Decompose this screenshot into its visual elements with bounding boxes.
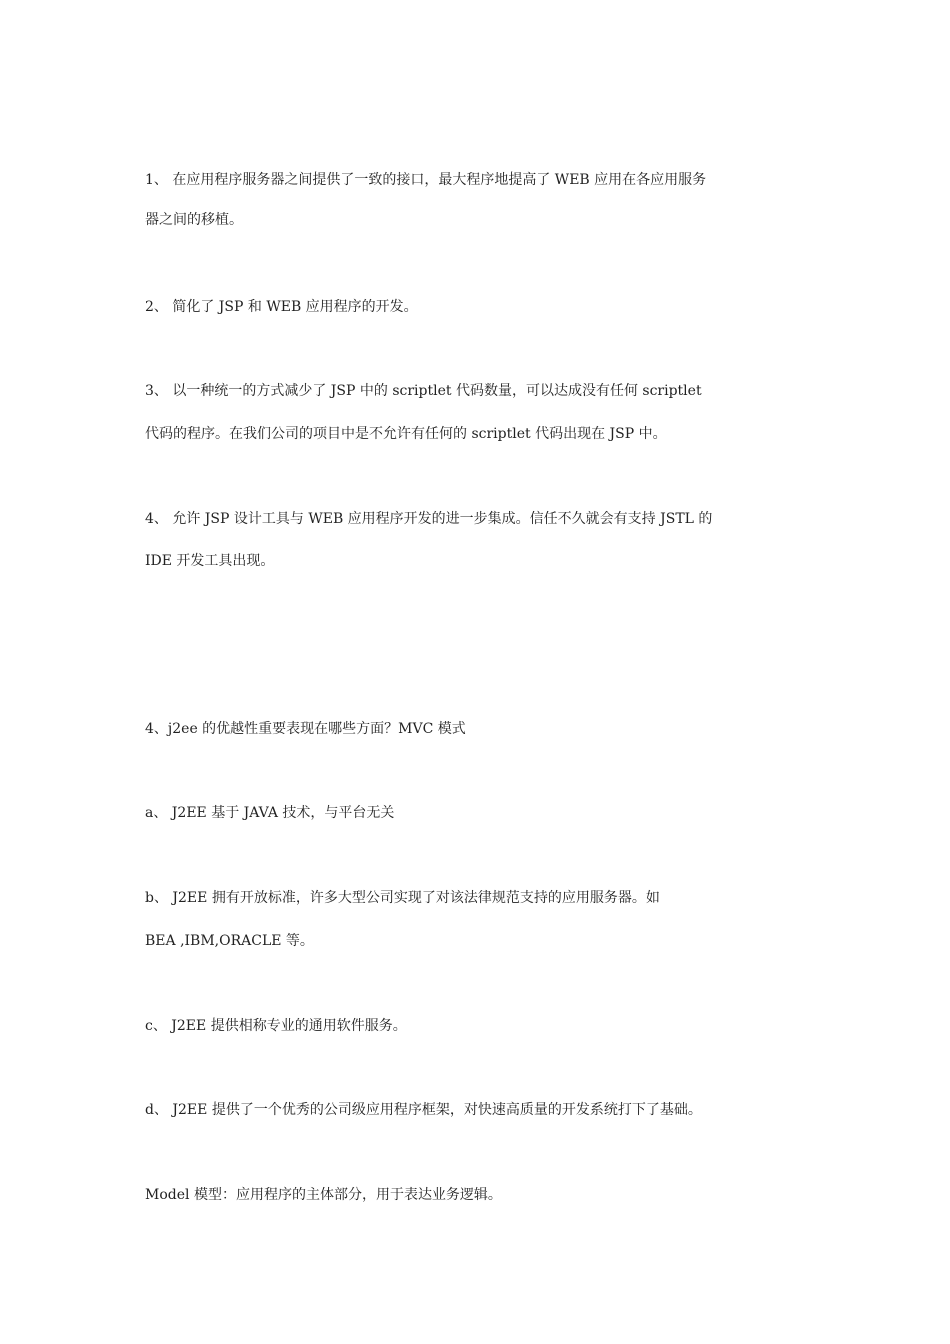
model-line1: Model 模型：应用程序的主体部分，用于表达业务逻辑。 [145,1187,502,1203]
item1-line1: 1、 在应用程序服务器之间提供了一致的接口，最大程序地提高了 WEB 应用在各应用服务 [145,172,707,188]
item-b-line1: b、 J2EE 拥有开放标准，许多大型公司实现了对该法律规范支持的应用服务器。如 [145,890,660,906]
item3-line2: 代码的程序。在我们公司的项目中是不允许有任何的 scriptlet 代码出现在 JSP 中。 [145,426,667,442]
item-a-line1: a、 J2EE 基于 JAVA 技术，与平台无关 [145,805,395,821]
item1-line2: 器之间的移植。 [145,212,243,228]
item-b-line2: BEA ,IBM,ORACLE 等。 [145,933,314,949]
item-c-line1: c、 J2EE 提供相称专业的通用软件服务。 [145,1018,407,1034]
section2-heading: 4、j2ee 的优越性重要表现在哪些方面？MVC 模式 [145,721,466,737]
item3-line1: 3、 以一种统一的方式减少了 JSP 中的 scriptlet 代码数量，可以达成没有任何 scriptlet [145,383,702,399]
item4-line1: 4、 允许 JSP 设计工具与 WEB 应用程序开发的进一步集成。信任不久就会有支持 JSTL 的 [145,511,713,527]
item4-line2: IDE 开发工具出现。 [145,553,275,569]
item2-line1: 2、 简化了 JSP 和 WEB 应用程序的开发。 [145,299,418,315]
item-d-line1: d、 J2EE 提供了一个优秀的公司级应用程序框架，对快速高质量的开发系统打下了基础。 [145,1102,702,1118]
